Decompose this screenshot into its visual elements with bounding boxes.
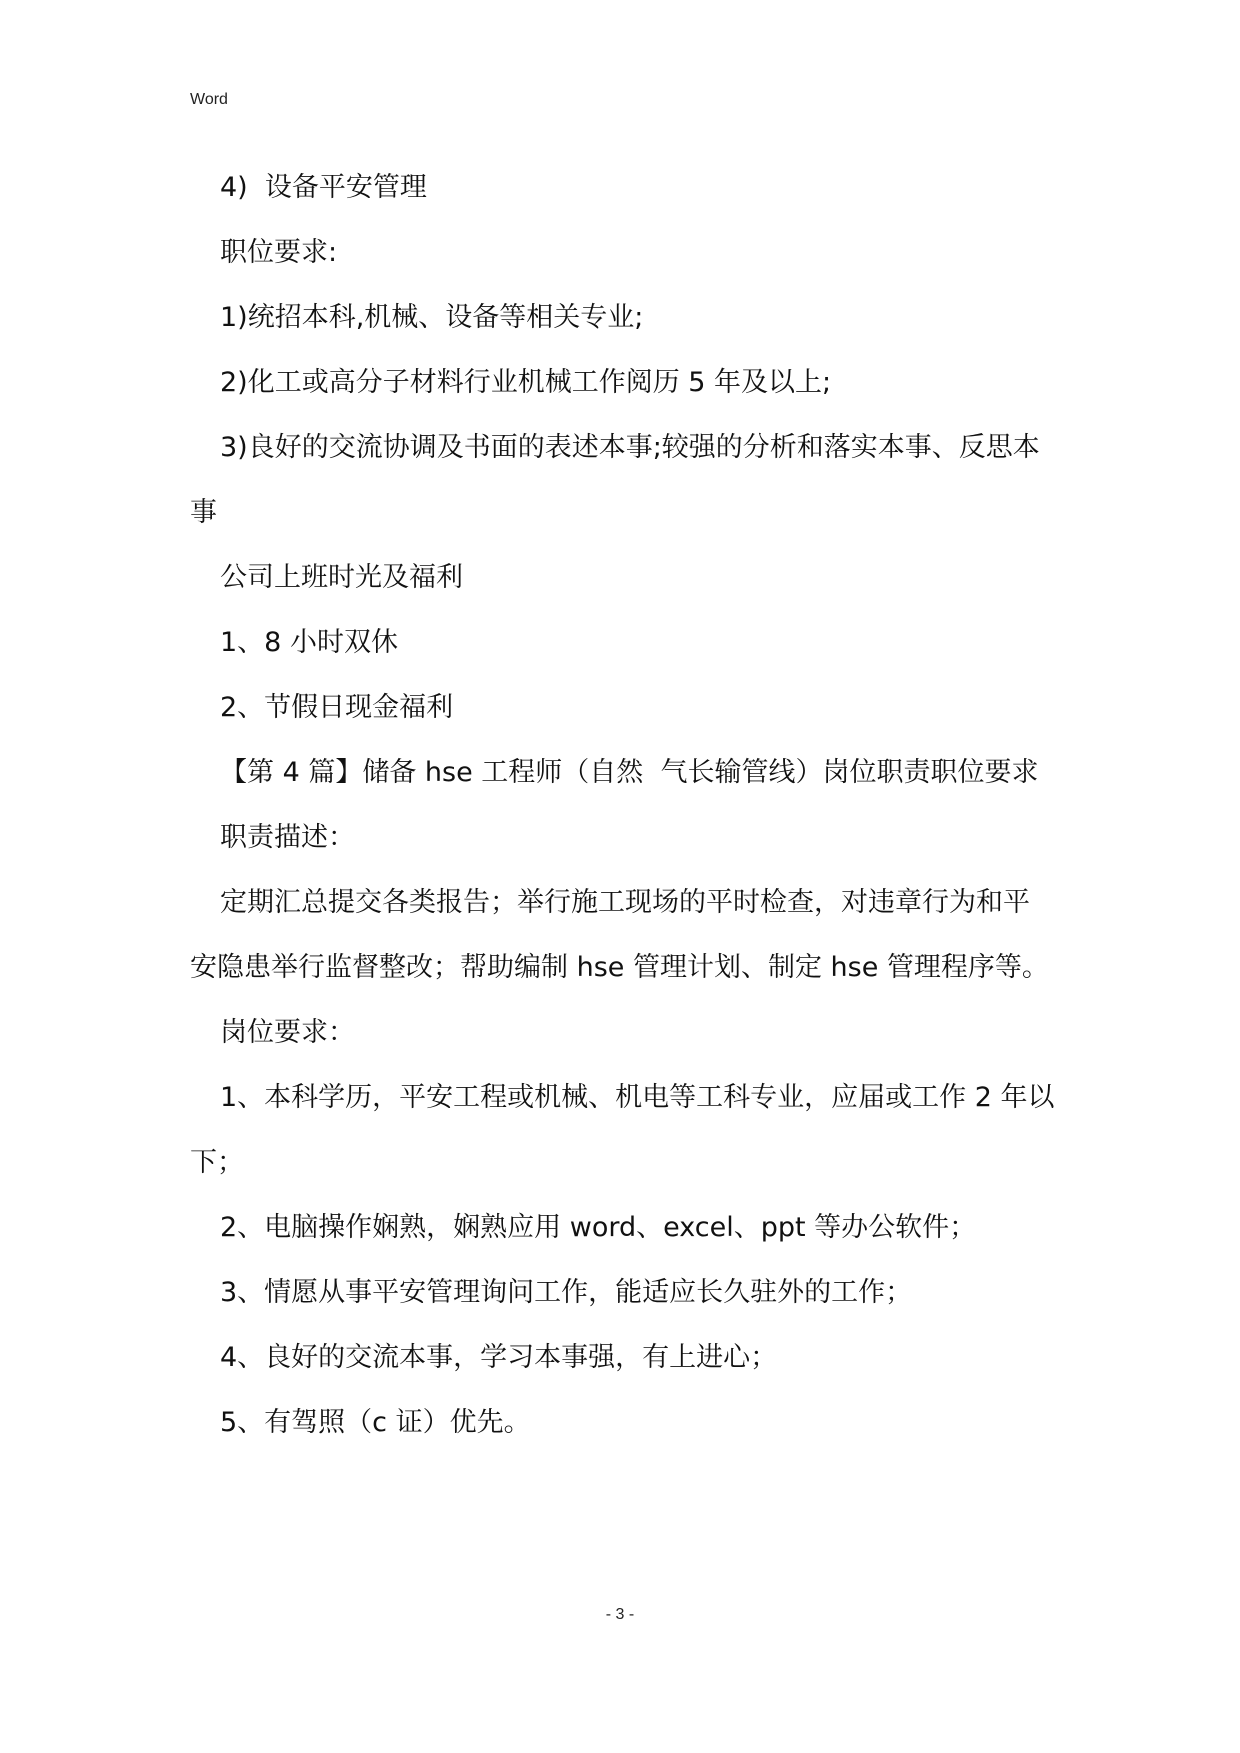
paragraph-duty-description-heading: 职责描述： <box>220 822 355 853</box>
paragraph-post-requirement-5: 5、有驾照（c 证）优先。 <box>220 1407 531 1438</box>
paragraph-job-requirements-heading: 职位要求: <box>220 237 338 268</box>
paragraph-requirement-3: 3)良好的交流协调及书面的表述本事;较强的分析和落实本事、反思本事 <box>190 432 1040 528</box>
paragraph-post-requirement-2: 2、电脑操作娴熟，娴熟应用 word、excel、ppt 等办公软件； <box>220 1212 977 1243</box>
paragraph-benefit-2: 2、节假日现金福利 <box>220 692 454 723</box>
paragraph-work-hours-benefits-heading: 公司上班时光及福利 <box>220 562 463 593</box>
paragraph-requirement-2: 2)化工或高分子材料行业机械工作阅历 5 年及以上; <box>220 367 832 398</box>
paragraph-post-requirement-3: 3、情愿从事平安管理询问工作，能适应长久驻外的工作； <box>220 1277 913 1308</box>
paragraph-requirement-1: 1)统招本科,机械、设备等相关专业; <box>220 302 644 333</box>
paragraph-benefit-1: 1、8 小时双休 <box>220 627 398 658</box>
paragraph-post-requirement-4: 4、良好的交流本事，学习本事强，有上进心； <box>220 1342 778 1373</box>
paragraph-duty-description: 定期汇总提交各类报告；举行施工现场的平时检查，对违章行为和平安隐患举行监督整改；帮助编制 hse 管理计划、制定 hse 管理程序等。 <box>190 887 1049 983</box>
paragraph-section-4-title: 【第 4 篇】储备 hse 工程师（自然 气长输管线）岗位职责职位要求 <box>220 757 1039 788</box>
paragraph-post-requirement-1: 1、本科学历，平安工程或机械、机电等工科专业，应届或工作 2 年以下； <box>190 1082 1055 1178</box>
paragraph-equipment-safety: 4) 设备平安管理 <box>220 172 427 203</box>
document-body <box>190 155 1055 1455</box>
header-word-label: Word <box>190 91 228 108</box>
paragraph-post-requirements-heading: 岗位要求： <box>220 1017 355 1048</box>
page-number: - 3 - <box>605 1606 635 1623</box>
